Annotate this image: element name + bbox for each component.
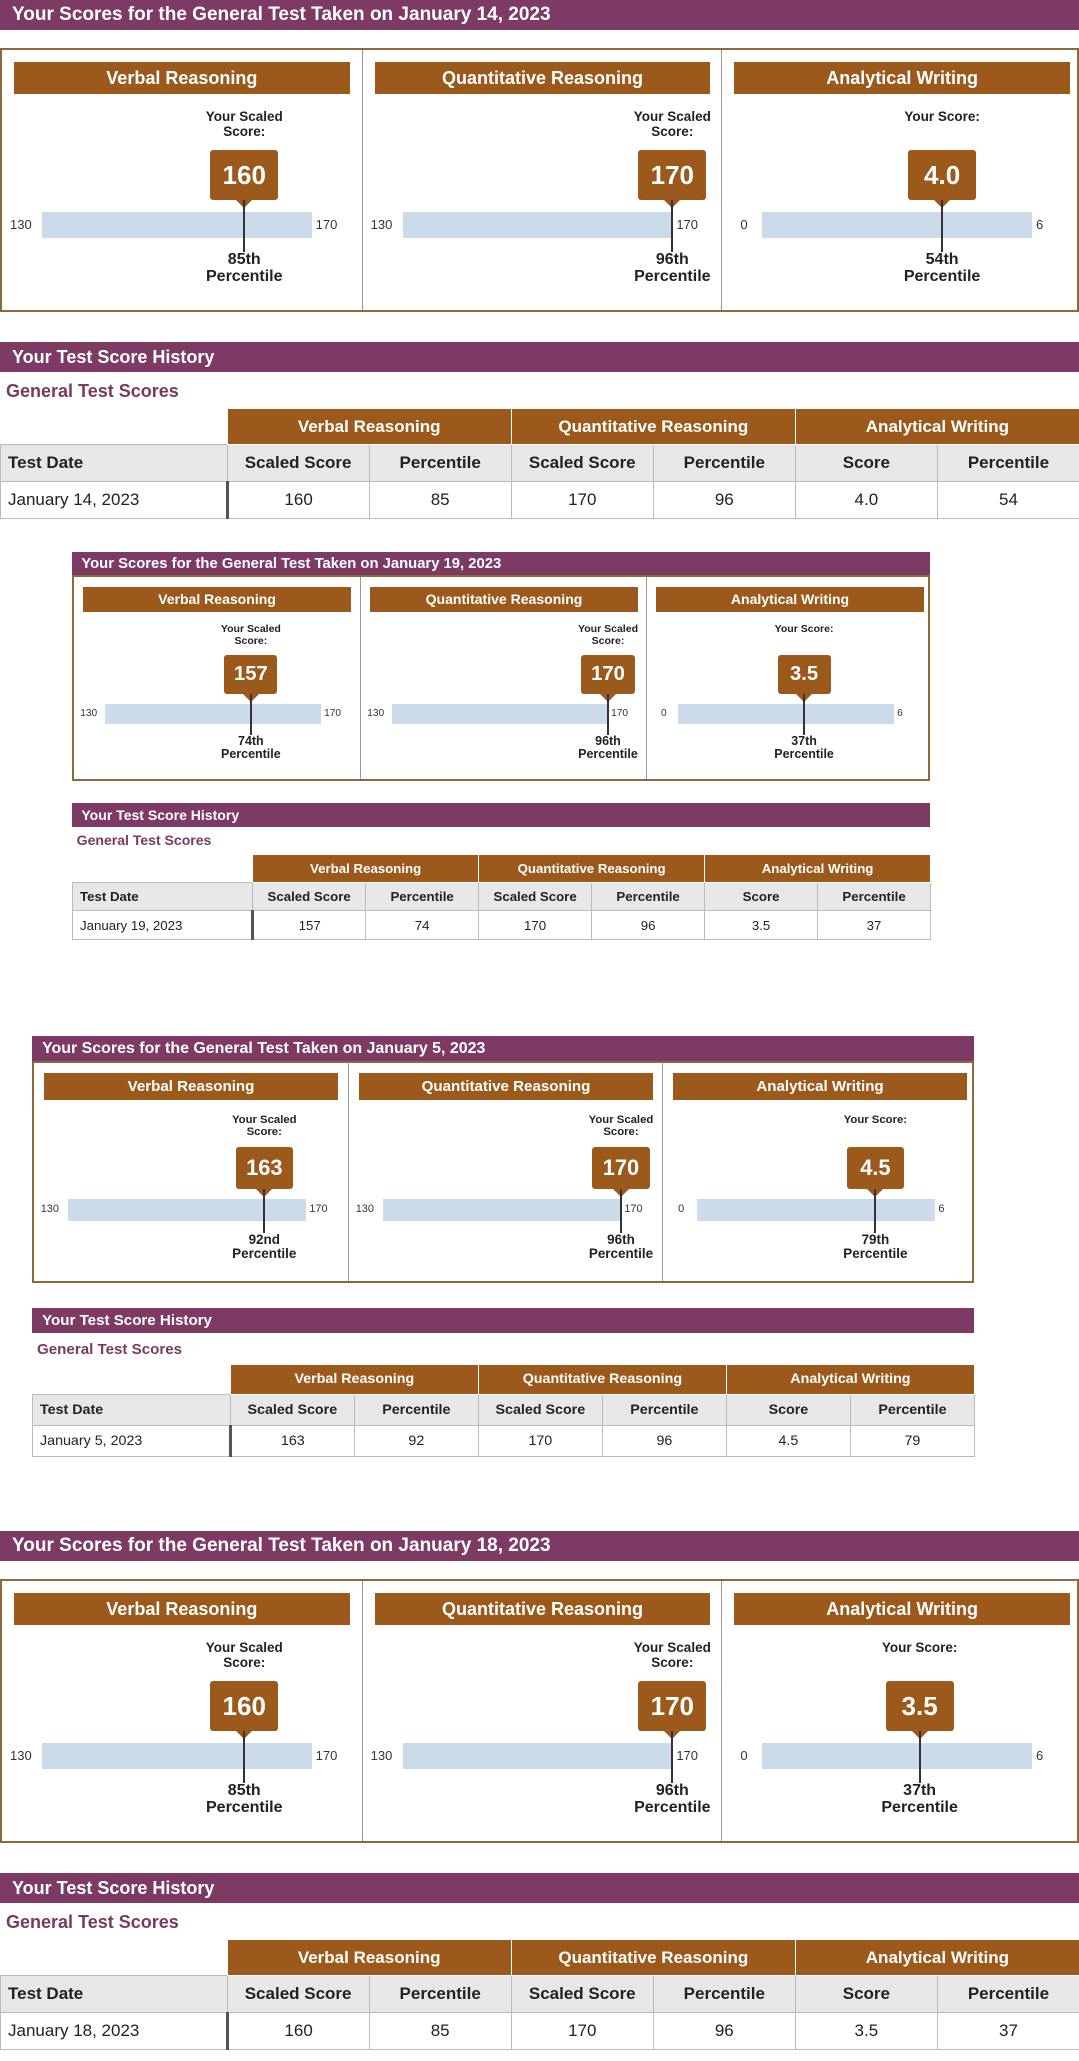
range-min-label: 0 (678, 1203, 685, 1216)
quant-group-header: Quantitative Reasoning (478, 1364, 726, 1394)
verbal-score-panel (2, 1581, 362, 1841)
percentile-rank: 37th (791, 733, 817, 748)
verbal-percentile (214, 1233, 315, 1261)
score-marker (620, 1189, 622, 1233)
quant-percentile-header: Percentile (653, 1976, 795, 2013)
quant-scaled-score-cell: 170 (511, 2013, 653, 2050)
score-summary-box (0, 1579, 1079, 1843)
writing-percentile-header: Percentile (937, 1976, 1079, 2013)
verbal-score-range-bar (42, 1743, 312, 1769)
verbal-scaled-score-cell: 163 (230, 1425, 354, 1456)
score-value: 4.5 (860, 1155, 891, 1181)
table-row (33, 1425, 975, 1456)
score-marker (874, 1189, 876, 1233)
range-min-label: 130 (40, 1203, 59, 1216)
quant-scaled-score-header: Scaled Score (511, 445, 653, 482)
score-marker (250, 694, 252, 735)
writing-score-panel (721, 1581, 1079, 1841)
writing-group-header: Analytical Writing (795, 409, 1079, 445)
score-marker (941, 200, 943, 252)
verbal-score-badge (236, 1147, 293, 1189)
percentile-word: Percentile (634, 1798, 711, 1816)
writing-score-header: Score (795, 1976, 937, 2013)
table-group-header-row (1, 409, 1079, 445)
score-value: 170 (602, 1155, 640, 1181)
quant-percentile-cell: 96 (602, 1425, 726, 1456)
test-date-cell: January 18, 2023 (1, 2013, 228, 2050)
quant-percentile (612, 252, 732, 286)
verbal-score-badge (210, 150, 278, 200)
writing-panel-header: Analytical Writing (734, 62, 1070, 94)
verbal-percentile-cell: 85 (369, 2013, 511, 2050)
verbal-group-header: Verbal Reasoning (230, 1364, 478, 1394)
verbal-scaled-score-header: Scaled Score (227, 1976, 369, 2013)
score-caption: Your Scaled Score: (220, 623, 281, 647)
percentile-rank: 96th (595, 733, 621, 748)
verbal-scaled-score-cell: 157 (253, 911, 366, 940)
history-title-bar (0, 1873, 1079, 1903)
general-scores-subtitle: General Test Scores (6, 1911, 179, 1932)
quant-score-panel (362, 50, 723, 310)
verbal-percentile-header: Percentile (369, 1976, 511, 2013)
test-date-header: Test Date (1, 1976, 228, 2013)
percentile-rank: 74th (238, 733, 264, 748)
history-title-bar (72, 803, 930, 826)
verbal-panel-header: Verbal Reasoning (83, 587, 350, 612)
verbal-score-panel (2, 50, 362, 310)
range-max-label: 170 (676, 1748, 699, 1763)
quant-scaled-score-cell: 170 (511, 482, 653, 519)
quant-scaled-score-header: Scaled Score (511, 1976, 653, 2013)
writing-score-panel (721, 50, 1079, 310)
quant-score-badge (592, 1147, 649, 1189)
writing-panel-header: Analytical Writing (673, 1073, 967, 1100)
score-value: 160 (222, 1690, 266, 1721)
score-value: 3.5 (901, 1690, 938, 1721)
verbal-group-header: Verbal Reasoning (253, 854, 479, 882)
verbal-scaled-score-header: Scaled Score (227, 445, 369, 482)
range-max-label: 6 (897, 707, 903, 719)
writing-score-badge (847, 1147, 904, 1189)
score-marker (243, 1731, 245, 1783)
quant-percentile-header: Percentile (592, 882, 705, 911)
percentile-word: Percentile (206, 267, 283, 285)
quant-percentile-cell: 96 (592, 911, 705, 940)
table-column-header-row (1, 1976, 1079, 2013)
writing-score-header: Score (795, 445, 937, 482)
writing-percentile-cell: 54 (937, 482, 1079, 519)
verbal-scaled-score-cell: 160 (227, 2013, 369, 2050)
score-value: 170 (650, 159, 694, 190)
score-value: 3.5 (789, 663, 819, 686)
writing-group-header: Analytical Writing (726, 1364, 974, 1394)
score-caption: Your Scaled Score: (633, 109, 711, 139)
score-summary-box (0, 48, 1079, 312)
verbal-percentile (184, 1783, 304, 1817)
score-summary-box (72, 575, 930, 781)
verbal-panel-header: Verbal Reasoning (44, 1073, 338, 1100)
quant-panel-header: Quantitative Reasoning (370, 587, 637, 612)
score-caption: Your Scaled Score: (633, 1640, 711, 1670)
quant-score-range-bar (403, 1743, 673, 1769)
score-history-table (0, 1939, 1079, 2050)
test-date-header: Test Date (33, 1394, 231, 1425)
quant-score-panel (360, 577, 647, 779)
table-group-header-row (73, 854, 931, 882)
writing-score-panel (662, 1063, 977, 1281)
table-column-header-row (1, 445, 1079, 482)
range-min-label: 130 (370, 1748, 393, 1763)
history-title-bar (32, 1308, 974, 1333)
writing-score-cell: 3.5 (795, 2013, 937, 2050)
range-min-label: 0 (740, 217, 748, 232)
range-min-label: 130 (80, 707, 98, 719)
range-max-label: 170 (624, 1203, 643, 1216)
history-title: Your Test Score History (12, 346, 215, 367)
quant-percentile-cell: 96 (653, 2013, 795, 2050)
verbal-scaled-score-header: Scaled Score (230, 1394, 354, 1425)
writing-score-range-bar (762, 212, 1032, 238)
range-min-label: 130 (10, 217, 32, 232)
verbal-scaled-score-cell: 160 (227, 482, 369, 519)
range-max-label: 170 (611, 707, 629, 719)
quant-scaled-score-cell: 170 (478, 1425, 602, 1456)
history-title: Your Test Score History (12, 1877, 215, 1898)
empty-corner-cell (1, 409, 228, 445)
writing-score-range-bar (678, 704, 894, 724)
score-marker (263, 1189, 265, 1233)
writing-percentile (757, 735, 851, 761)
verbal-percentile-header: Percentile (366, 882, 479, 911)
report-title: Your Scores for the General Test Taken on January 5, 2023 (42, 1039, 486, 1057)
writing-score-badge (886, 1681, 954, 1731)
table-column-header-row (73, 882, 931, 911)
quant-score-badge (638, 1681, 706, 1731)
score-marker (607, 694, 609, 735)
range-min-label: 130 (355, 1203, 374, 1216)
empty-corner-cell (1, 1940, 228, 1976)
empty-corner-cell (73, 854, 253, 882)
percentile-word: Percentile (221, 747, 281, 762)
writing-percentile-header: Percentile (818, 882, 931, 911)
writing-percentile (825, 1233, 926, 1261)
writing-score-panel (646, 577, 933, 779)
general-scores-subtitle: General Test Scores (76, 832, 212, 849)
percentile-rank: 92nd (248, 1231, 280, 1247)
writing-percentile-header: Percentile (937, 445, 1079, 482)
verbal-panel-header: Verbal Reasoning (14, 1593, 350, 1625)
score-caption: Your Scaled Score: (588, 1113, 654, 1138)
writing-score-badge (908, 150, 976, 200)
score-marker (671, 1731, 673, 1783)
verbal-percentile-cell: 92 (354, 1425, 478, 1456)
quant-percentile (561, 735, 655, 761)
writing-score-header: Score (705, 882, 818, 911)
percentile-word: Percentile (634, 267, 711, 285)
verbal-group-header: Verbal Reasoning (227, 1940, 511, 1976)
writing-percentile (882, 252, 1002, 286)
range-max-label: 170 (315, 1748, 338, 1763)
score-caption: Your Scaled Score: (578, 623, 638, 647)
table-column-header-row (33, 1394, 975, 1425)
writing-score-range-bar (762, 1743, 1032, 1769)
percentile-word: Percentile (881, 1798, 958, 1816)
quant-score-range-bar (403, 212, 673, 238)
score-marker (803, 694, 805, 735)
empty-corner-cell (33, 1364, 231, 1394)
report-title-bar (32, 1036, 974, 1061)
verbal-score-range-bar (105, 704, 321, 724)
writing-score-range-bar (697, 1199, 935, 1221)
report-title: Your Scores for the General Test Taken on January 19, 2023 (81, 555, 502, 572)
test-date-header: Test Date (73, 882, 253, 911)
writing-score-cell: 4.0 (795, 482, 937, 519)
score-caption: Your Score: (881, 1640, 958, 1655)
report-title: Your Scores for the General Test Taken on January 18, 2023 (12, 1535, 551, 1556)
writing-panel-header: Analytical Writing (656, 587, 923, 612)
verbal-percentile-cell: 85 (369, 482, 511, 519)
percentile-word: Percentile (843, 1245, 908, 1261)
score-marker (671, 200, 673, 252)
report-title-bar (0, 0, 1079, 30)
score-value: 4.0 (924, 159, 961, 190)
quant-percentile (612, 1783, 732, 1817)
quant-scaled-score-header: Scaled Score (479, 882, 592, 911)
score-value: 170 (591, 663, 625, 686)
general-scores-subtitle: General Test Scores (6, 380, 179, 401)
quant-panel-header: Quantitative Reasoning (359, 1073, 653, 1100)
quant-scaled-score-header: Scaled Score (478, 1394, 602, 1425)
history-title-bar (0, 342, 1079, 372)
percentile-word: Percentile (774, 747, 834, 762)
test-date-cell: January 19, 2023 (73, 911, 253, 940)
percentile-word: Percentile (578, 747, 638, 762)
score-marker (919, 1731, 921, 1783)
history-title: Your Test Score History (81, 807, 240, 823)
score-report (72, 552, 930, 965)
verbal-score-badge (210, 1681, 278, 1731)
verbal-percentile-header: Percentile (354, 1394, 478, 1425)
quant-score-panel (348, 1063, 663, 1281)
verbal-score-range-bar (42, 212, 312, 238)
percentile-rank: 85th (227, 251, 261, 268)
writing-score-header: Score (726, 1394, 850, 1425)
verbal-score-panel (34, 1063, 348, 1281)
quant-score-range-bar (392, 704, 608, 724)
score-report (0, 1531, 1079, 2061)
score-value: 160 (222, 159, 266, 190)
range-min-label: 130 (367, 707, 385, 719)
quant-score-badge (581, 655, 634, 694)
score-value: 163 (246, 1155, 283, 1181)
score-caption: Your Score: (904, 109, 980, 124)
writing-percentile-header: Percentile (850, 1394, 974, 1425)
verbal-score-badge (224, 655, 277, 694)
score-summary-box (32, 1061, 974, 1283)
writing-panel-header: Analytical Writing (734, 1593, 1070, 1625)
percentile-word: Percentile (903, 267, 981, 285)
score-value: 157 (233, 663, 268, 686)
score-report (0, 0, 1079, 530)
report-title-bar (72, 552, 930, 575)
quant-percentile-header: Percentile (653, 445, 795, 482)
range-min-label: 0 (661, 707, 667, 719)
verbal-panel-header: Verbal Reasoning (14, 62, 350, 94)
percentile-rank: 96th (655, 1782, 689, 1799)
range-max-label: 6 (938, 1203, 945, 1216)
score-caption: Your Scaled Score: (205, 109, 283, 139)
range-min-label: 130 (10, 1748, 32, 1763)
score-history-table (72, 854, 931, 941)
range-max-label: 6 (1035, 217, 1044, 232)
quant-percentile-cell: 96 (653, 482, 795, 519)
score-caption: Your Scaled Score: (205, 1640, 283, 1670)
quant-percentile-header: Percentile (602, 1394, 726, 1425)
quant-score-range-bar (383, 1199, 621, 1221)
score-history-table (32, 1364, 975, 1457)
quant-score-badge (638, 150, 706, 200)
writing-group-header: Analytical Writing (795, 1940, 1079, 1976)
score-marker (243, 200, 245, 252)
percentile-rank: 96th (655, 251, 689, 268)
test-date-cell: January 5, 2023 (33, 1425, 231, 1456)
percentile-word: Percentile (588, 1245, 654, 1261)
quant-percentile (571, 1233, 672, 1261)
report-title-bar (0, 1531, 1079, 1561)
percentile-word: Percentile (232, 1245, 297, 1261)
verbal-scaled-score-header: Scaled Score (253, 882, 366, 911)
range-max-label: 6 (1035, 1748, 1044, 1763)
writing-score-cell: 3.5 (705, 911, 818, 940)
verbal-score-range-bar (68, 1199, 306, 1221)
quant-group-header: Quantitative Reasoning (511, 1940, 795, 1976)
writing-group-header: Analytical Writing (705, 854, 931, 882)
score-value: 170 (650, 1690, 694, 1721)
quant-score-panel (362, 1581, 723, 1841)
table-row (1, 2013, 1079, 2050)
percentile-rank: 96th (607, 1231, 635, 1247)
score-caption: Your Score: (774, 623, 834, 636)
writing-score-badge (778, 655, 831, 694)
range-min-label: 0 (740, 1748, 748, 1763)
general-scores-subtitle: General Test Scores (37, 1340, 183, 1358)
percentile-rank: 54th (925, 251, 959, 268)
table-group-header-row (33, 1364, 975, 1394)
percentile-rank: 37th (903, 1782, 937, 1799)
verbal-percentile-cell: 74 (366, 911, 479, 940)
test-date-cell: January 14, 2023 (1, 482, 228, 519)
range-max-label: 170 (676, 217, 699, 232)
quant-scaled-score-cell: 170 (479, 911, 592, 940)
range-min-label: 130 (370, 217, 393, 232)
report-title: Your Scores for the General Test Taken on January 14, 2023 (12, 4, 551, 25)
range-max-label: 170 (309, 1203, 328, 1216)
score-caption: Your Scaled Score: (231, 1113, 297, 1138)
percentile-rank: 85th (227, 1782, 261, 1799)
score-caption: Your Score: (843, 1113, 908, 1126)
quant-panel-header: Quantitative Reasoning (375, 1593, 711, 1625)
table-row (73, 911, 931, 940)
percentile-word: Percentile (206, 1798, 283, 1816)
verbal-score-panel (74, 577, 360, 779)
verbal-group-header: Verbal Reasoning (227, 409, 511, 445)
score-report (32, 1036, 974, 1481)
quant-group-header: Quantitative Reasoning (511, 409, 795, 445)
history-title: Your Test Score History (42, 1312, 212, 1330)
writing-percentile (860, 1783, 980, 1817)
quant-group-header: Quantitative Reasoning (479, 854, 705, 882)
writing-percentile-cell: 79 (850, 1425, 974, 1456)
score-history-table (0, 408, 1079, 519)
range-max-label: 170 (315, 217, 338, 232)
verbal-percentile (204, 735, 298, 761)
writing-percentile-cell: 37 (818, 911, 931, 940)
verbal-percentile (184, 252, 304, 286)
quant-panel-header: Quantitative Reasoning (375, 62, 711, 94)
writing-score-cell: 4.5 (726, 1425, 850, 1456)
test-date-header: Test Date (1, 445, 228, 482)
verbal-percentile-header: Percentile (369, 445, 511, 482)
table-row (1, 482, 1079, 519)
writing-percentile-cell: 37 (937, 2013, 1079, 2050)
percentile-rank: 79th (861, 1231, 890, 1247)
range-max-label: 170 (324, 707, 342, 719)
table-group-header-row (1, 1940, 1079, 1976)
